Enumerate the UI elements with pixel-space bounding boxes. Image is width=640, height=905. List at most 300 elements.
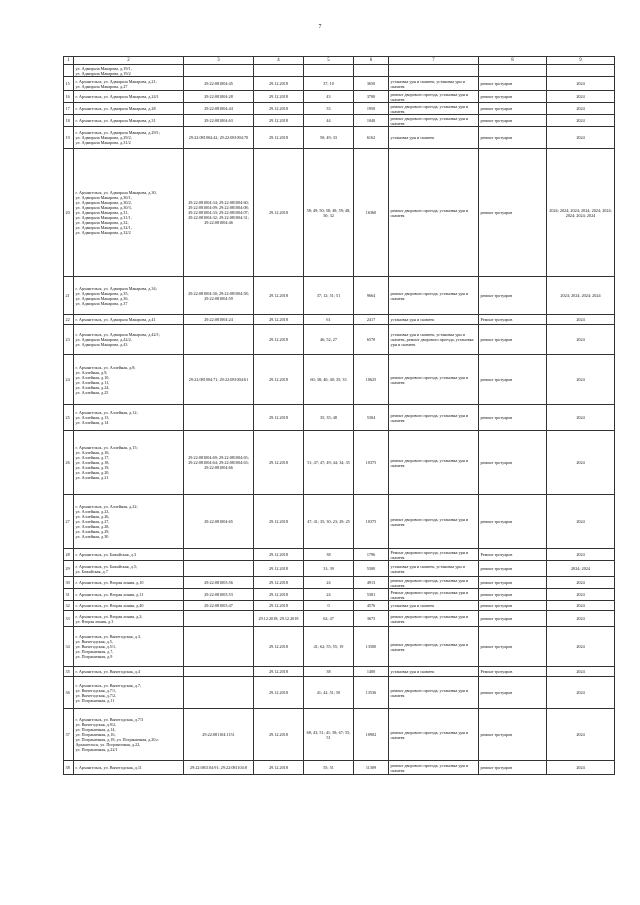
type-cell: ремонт тротуаров xyxy=(479,149,547,277)
type-cell xyxy=(479,65,547,77)
area-cell: 13500 xyxy=(354,627,389,667)
rooms-cell xyxy=(304,65,354,77)
address-main: г. Архангельск, ул. Вычегодская, д.4 xyxy=(75,669,140,674)
row-number: 30 xyxy=(64,577,74,589)
row-number: 15 xyxy=(64,77,74,91)
date-cell: 29.12.2018; 29.12.2018 xyxy=(254,611,304,627)
address-line: ул. Аллейная, д.11, xyxy=(75,379,110,385)
page-number: 7 xyxy=(318,24,322,30)
address-line: ул. Аллейная, д.25 xyxy=(75,389,109,395)
work-cell: ремонт дворового проезда, установка урн и скамеек xyxy=(389,91,479,103)
address-cell xyxy=(74,91,184,103)
table-row xyxy=(64,431,615,495)
address-cell xyxy=(74,103,184,115)
type-cell: ремонт тротуаров xyxy=(479,589,547,601)
cadastral-cell xyxy=(184,611,254,627)
address-cell xyxy=(74,709,184,761)
type-cell: Ремонт тротуаров xyxy=(479,549,547,561)
address-line: ул. Аллейная, д.27, xyxy=(75,519,110,524)
date-cell: 29.12.2018 xyxy=(254,561,304,577)
date-cell: 29.12.2018 xyxy=(254,577,304,589)
address-line: ул. Адмирала Макарова, д.32, xyxy=(75,220,129,225)
header-cell: 9 xyxy=(547,57,615,65)
date-cell: 29.12.2018 xyxy=(254,549,304,561)
year-cell xyxy=(547,65,615,77)
cadastral-cell: 29:22:081004:30; 29:22:081004:58; 29:22:081004:59 xyxy=(184,277,254,315)
address-line: ул. Аллейная, д.18, xyxy=(75,460,110,465)
address-line: ул. Аллейная, д.21 xyxy=(75,475,109,480)
area-cell: 9664 xyxy=(354,277,389,315)
table-row xyxy=(64,709,615,761)
address-line: ул. Адмирала Макарова, д.19/1, xyxy=(75,65,132,71)
area-cell: 16360 xyxy=(354,149,389,277)
address-line: ул. Аллейная, д.26, xyxy=(75,514,110,519)
area-cell: 10625 xyxy=(354,355,389,405)
address-cell xyxy=(74,65,184,77)
address-cell xyxy=(74,315,184,325)
address-main: г. Архангельск, ул. Аллейная, д.22; xyxy=(75,504,138,509)
address-main: г. Архангельск, ул. Вторая линия, д.2; xyxy=(75,613,143,619)
address-line: ул. Пограничная, д.16, xyxy=(75,732,116,737)
area-cell: 1040 xyxy=(354,115,389,127)
year-cell: 2024 xyxy=(547,91,615,103)
work-cell: установка урн и скамеек, установка урн и скамеек xyxy=(389,77,479,91)
type-cell: Ремонт тротуаров xyxy=(479,667,547,677)
table-row xyxy=(64,149,615,277)
area-cell: 5304 xyxy=(354,405,389,431)
address-line: ул. Адмирала Макарова, д.37 xyxy=(75,300,128,306)
table-row xyxy=(64,91,615,103)
rooms-cell: 31; 39 xyxy=(304,561,354,577)
area-cell: 13536 xyxy=(354,677,389,709)
year-cell: 2024; 2024 xyxy=(547,561,615,577)
row-number: 28 xyxy=(64,549,74,561)
table-row xyxy=(64,627,615,667)
year-cell: 2024 xyxy=(547,589,615,601)
row-number: 22 xyxy=(64,315,74,325)
address-main: г. Архангельск, ул. Вычегодская, д.11 xyxy=(75,765,142,770)
table-row xyxy=(64,315,615,325)
type-cell: ремонт тротуаров xyxy=(479,115,547,127)
year-cell: 2024 xyxy=(547,709,615,761)
address-cell xyxy=(74,561,184,577)
rooms-cell: 51; 47; 47; 49; 44; 34; 35 xyxy=(304,431,354,495)
work-cell: ремонт дворового проезда, установка урн и скамеек xyxy=(389,611,479,627)
address-cell xyxy=(74,277,184,315)
work-cell: установка урн и скамеек xyxy=(389,601,479,611)
address-line: ул. Аллейная, д.9, xyxy=(75,369,108,375)
address-line: ул. Адмирала Макарова, д.35, xyxy=(75,290,129,296)
address-line: ул. Пограничная, д.11 xyxy=(75,697,115,703)
address-cell xyxy=(74,761,184,775)
address-line: ул. Вычегодская, д.7/1, xyxy=(75,687,117,693)
address-main: г. Архангельск, ул. Аллейная, д.8; xyxy=(75,364,136,370)
address-main: г. Архангельск, ул. Адмирала Макарова, д.42/1; xyxy=(75,332,160,337)
year-cell: 2024 xyxy=(547,577,615,589)
address-line: ул. Вычегодская, д.5/1, xyxy=(75,644,117,649)
work-cell: ремонт дворового проезда, установка урн и скамеек xyxy=(389,355,479,405)
address-line: ул. Адмирала Макарова, д.19/2 xyxy=(75,70,131,76)
address-line: ул. Адмирала Макарова, д.32/2 xyxy=(75,230,131,235)
address-cell xyxy=(74,601,184,611)
rooms-cell: 41; 42; 51; 50 xyxy=(304,677,354,709)
type-cell: ремонт тротуаров xyxy=(479,677,547,709)
rooms-cell: 58; 49; 50; 58; 48; 59; 48; 50; 32 xyxy=(304,149,354,277)
rooms-cell: 24 xyxy=(304,589,354,601)
area-cell: 10902 xyxy=(354,709,389,761)
table-row xyxy=(64,611,615,627)
rooms-cell: 0 xyxy=(304,601,354,611)
address-main: г. Архангельск, ул. Вычегодская, д.3, xyxy=(75,634,142,639)
type-cell: ремонт тротуаров xyxy=(479,611,547,627)
date-cell: 29.12.2018 xyxy=(254,149,304,277)
table-row xyxy=(64,277,615,315)
date-cell: 29.12.2018 xyxy=(254,355,304,405)
cadastral-cell: 29:22:081004:65 xyxy=(184,495,254,549)
address-line: ул. Пограничная, д.22/1 xyxy=(75,747,118,752)
work-cell: ремонт дворового проезда, установка урн и скамеек xyxy=(389,677,479,709)
address-line: ул. Адмирала Макарова, д.30/2, xyxy=(75,200,132,205)
work-cell: ремонт дворового проезда, установка урн и скамеек xyxy=(389,761,479,775)
address-line: ул. Аллейная, д.29, xyxy=(75,529,110,534)
table-row xyxy=(64,589,615,601)
year-cell: 2024 xyxy=(547,315,615,325)
work-cell: ремонт дворового проезда, установка урн и скамеек xyxy=(389,495,479,549)
cadastral-cell xyxy=(184,549,254,561)
table-row xyxy=(64,325,615,355)
work-cell: Ремонт дворового проезда, установка урн и скамеек xyxy=(389,589,479,601)
address-main: г. Архангельск, ул. Адмирала Макарова, д.29/1; xyxy=(75,130,160,135)
cadastral-cell: 29:22:081004:34; 29:22:081004:60; 29:22:081004:09; 29:22:081004:08; 29:22:081004:33; 29:22:081004:07; 29:22:081004:32; 29:22:081004:31; 29:22:081004:46 xyxy=(184,149,254,277)
row-number: 27 xyxy=(64,495,74,549)
date-cell: 29.12.2018 xyxy=(254,405,304,431)
date-cell: 29.12.2018 xyxy=(254,709,304,761)
year-cell: 2024 xyxy=(547,601,615,611)
address-line: ул. Аллейная, д.24, xyxy=(75,384,110,390)
table-row xyxy=(64,577,615,589)
cadastral-cell: 29:22:081004:69; 29:22:081004:65; 29:22:081004:64; 29:22:081004:63; 29:22:081004:66 xyxy=(184,431,254,495)
address-line: ул. Аллейная, д.23, xyxy=(75,509,110,514)
row-number: 37 xyxy=(64,709,74,761)
address-main: г. Архангельск, ул. Адмирала Макарова, д.34; xyxy=(75,285,157,291)
date-cell: 29.12.2018 xyxy=(254,667,304,677)
table-row xyxy=(64,103,615,115)
address-cell xyxy=(74,77,184,91)
work-cell: установка урн и скамеек xyxy=(389,667,479,677)
date-cell xyxy=(254,65,304,77)
cadastral-cell xyxy=(184,667,254,677)
row-number: 21 xyxy=(64,277,74,315)
area-cell: 5300 xyxy=(354,561,389,577)
cadastral-cell: 29:22:081003:56 xyxy=(184,577,254,589)
address-line: ул. Адмирала Макарова, д.43 xyxy=(75,342,128,347)
rooms-cell: 46; 52; 27 xyxy=(304,325,354,355)
address-line: ул. Адмирала Макарова, д.31/1, xyxy=(75,215,132,220)
year-cell: 2024 xyxy=(547,761,615,775)
address-line: ул. Адмирала Макарова, д.27 xyxy=(75,83,128,89)
address-line: ул. Адмирала Макарова, д.31/2 xyxy=(75,140,131,145)
row-number: 36 xyxy=(64,677,74,709)
address-line: ул. Адмирала Макарова, д.42/2, xyxy=(75,337,132,342)
cadastral-cell xyxy=(184,561,254,577)
address-line: ул. Аллейная, д.13, xyxy=(75,415,110,420)
area-cell: 1400 xyxy=(354,667,389,677)
table-header-row xyxy=(64,57,615,65)
date-cell: 29.12.2018 xyxy=(254,601,304,611)
area-cell: 10375 xyxy=(354,495,389,549)
date-cell: 29.12.2018 xyxy=(254,325,304,355)
table-row xyxy=(64,667,615,677)
rooms-cell: 37; 10 xyxy=(304,77,354,91)
cadastral-cell: 29:22:081003:47 xyxy=(184,601,254,611)
address-main: г. Архангельск, ул. Аллейная, д.15; xyxy=(75,445,138,450)
address-line: ул. Вторая линия, д.3 xyxy=(75,618,114,624)
address-cell xyxy=(74,549,184,561)
date-cell: 29.12.2018 xyxy=(254,277,304,315)
cadastral-cell xyxy=(184,65,254,77)
address-main: г. Архангельск, ул. Адмирала Макарова, д.28 xyxy=(75,106,156,111)
rooms-cell: 33 xyxy=(304,103,354,115)
type-cell: ремонт тротуаров xyxy=(479,277,547,315)
row-number: 29 xyxy=(64,561,74,577)
area-cell: 3675 xyxy=(354,611,389,627)
year-cell: 2024 xyxy=(547,495,615,549)
address-line: ул. Адмирала Макарова, д.36, xyxy=(75,295,129,301)
rooms-cell: 38 xyxy=(304,667,354,677)
type-cell: ремонт тротуаров xyxy=(479,325,547,355)
work-cell: ремонт дворового проезда, установка урн и скамеек xyxy=(389,627,479,667)
cadastral-cell: 29:22:081004:28 xyxy=(184,91,254,103)
rooms-cell: 47; 41; 35; 30; 23; 29; 25 xyxy=(304,495,354,549)
date-cell: 29.12.2018 xyxy=(254,115,304,127)
year-cell: 2024 xyxy=(547,677,615,709)
year-cell: 2024; 2024; 2024; 2024 xyxy=(547,277,615,315)
cadastral-cell xyxy=(184,405,254,431)
date-cell: 29.12.2018 xyxy=(254,677,304,709)
year-cell: 2024 xyxy=(547,115,615,127)
type-cell: ремонт тротуаров xyxy=(479,405,547,431)
address-main: г. Архангельск, ул. Адмирала Макарова, д.41 xyxy=(75,317,156,322)
address-cell xyxy=(74,589,184,601)
rooms-cell: 60; 38; 40; 40; 35; 33 xyxy=(304,355,354,405)
cadastral-cell: 29:22:081004:44 xyxy=(184,103,254,115)
table-row xyxy=(64,761,615,775)
address-line: ул. Пограничная, д.18, ул. Пограничная, д.20,г. Архангельск, ул. Пограничная, д.22, xyxy=(75,737,159,747)
address-cell xyxy=(74,577,184,589)
area-cell: 10375 xyxy=(354,431,389,495)
address-line: ул. Адмирала Макарова, д.30/1, xyxy=(75,195,132,200)
address-cell xyxy=(74,355,184,405)
type-cell: ремонт тротуаров xyxy=(479,91,547,103)
header-cell: 5 xyxy=(304,57,354,65)
cadastral-cell: 29:22:081004:63 xyxy=(184,115,254,127)
area-cell: 11309 xyxy=(354,761,389,775)
table-row xyxy=(64,601,615,611)
table-row xyxy=(64,65,615,77)
area-cell: 3650 xyxy=(354,77,389,91)
header-cell: 7 xyxy=(389,57,479,65)
address-line: ул. Пограничная, д.14, xyxy=(75,727,116,732)
type-cell: ремонт тротуаров xyxy=(479,709,547,761)
row-number: 17 xyxy=(64,103,74,115)
address-cell xyxy=(74,431,184,495)
year-cell: 2024 xyxy=(547,611,615,627)
cadastral-cell xyxy=(184,677,254,709)
cadastral-cell xyxy=(184,325,254,355)
address-line: ул. Адмирала Макарова, д.32/1, xyxy=(75,225,132,230)
year-cell: 2024 xyxy=(547,667,615,677)
header-cell: 2 xyxy=(74,57,184,65)
rooms-cell: 50; 49; 33 xyxy=(304,127,354,149)
cadastral-cell: 29:22:081004:42; 29:22:081004:70 xyxy=(184,127,254,149)
row-number: 35 xyxy=(64,667,74,677)
row-number: 26 xyxy=(64,431,74,495)
type-cell: ремонт тротуаров xyxy=(479,601,547,611)
address-main: г. Архангельск, ул. Вторая линия, д.11 xyxy=(75,592,144,597)
address-line: ул. Аллейная, д.10, xyxy=(75,374,110,380)
date-cell: 29.12.2018 xyxy=(254,627,304,667)
table-row xyxy=(64,405,615,431)
table-row xyxy=(64,127,615,149)
rooms-cell: 24 xyxy=(304,577,354,589)
work-cell: ремонт дворового проезда, установка урн и скамеек xyxy=(389,431,479,495)
address-line: ул. Вычегодская, д.5, xyxy=(75,639,113,644)
address-cell xyxy=(74,495,184,549)
date-cell: 29.12.2018 xyxy=(254,127,304,149)
year-cell: 2024 xyxy=(547,549,615,561)
year-cell: 2024 xyxy=(547,325,615,355)
cadastral-cell: 29:22:081004:24 xyxy=(184,315,254,325)
address-main: г. Архангельск, ул. Бажайская, д.5; xyxy=(75,563,138,569)
date-cell: 29.12.2018 xyxy=(254,315,304,325)
type-cell: ремонт тротуаров xyxy=(479,495,547,549)
area-cell xyxy=(354,65,389,77)
table-row xyxy=(64,561,615,577)
work-cell: ремонт дворового проезда, установка урн и скамеек xyxy=(389,577,479,589)
area-cell: 6162 xyxy=(354,127,389,149)
address-cell xyxy=(74,667,184,677)
work-cell: установка урн и скамеек xyxy=(389,127,479,149)
rooms-cell: 43 xyxy=(304,91,354,103)
work-cell: ремонт дворового проезда, установка урн и скамеек xyxy=(389,405,479,431)
address-main: г. Архангельск, ул. Адмирала Макарова, д.21; xyxy=(75,78,157,84)
address-line: ул. Адмирала Макарова, д.29/2, xyxy=(75,135,132,140)
type-cell: ремонт тротуаров xyxy=(479,761,547,775)
work-cell: Ремонт дворового проезда, установка урн и скамеек xyxy=(389,549,479,561)
row-number: 38 xyxy=(64,761,74,775)
type-cell: ремонт тротуаров xyxy=(479,431,547,495)
rooms-cell: 68; 43; 51; 41; 58; 67; 55; 51 xyxy=(304,709,354,761)
work-cell: ремонт дворового проезда, установка урн и скамеек xyxy=(389,115,479,127)
address-cell xyxy=(74,627,184,667)
work-cell xyxy=(389,65,479,77)
address-cell xyxy=(74,149,184,277)
address-line: ул. Адмирала Макарова, д.31, xyxy=(75,210,129,215)
date-cell: 29.12.2018 xyxy=(254,431,304,495)
year-cell: 2024 xyxy=(547,431,615,495)
address-main: г. Архангельск, ул. Аллейная, д.12; xyxy=(75,410,138,415)
area-cell: 5381 xyxy=(354,589,389,601)
cadastral-cell: 29:22:081003:53 xyxy=(184,589,254,601)
address-line: ул. Вычегодская, д.7/2, xyxy=(75,692,117,698)
row-number: 33 xyxy=(64,611,74,627)
cadastral-cell xyxy=(184,627,254,667)
address-line: ул. Бажайская, д.7 xyxy=(75,568,108,574)
row-number: 18 xyxy=(64,115,74,127)
area-cell: 1796 xyxy=(354,549,389,561)
work-cell: установка урн и скамеек xyxy=(389,315,479,325)
row-number: 31 xyxy=(64,589,74,601)
year-cell: 2024 xyxy=(547,627,615,667)
address-main: г. Архангельск, ул. Вычегодская, д.7; xyxy=(75,682,142,688)
address-main: г. Архангельск, ул. Бажайская, д.3 xyxy=(75,552,136,557)
address-line: ул. Пограничная, д.9 xyxy=(75,654,113,659)
address-main: г. Архангельск, ул. Вторая линия, д.10 xyxy=(75,580,144,585)
type-cell: ремонт тротуаров xyxy=(479,627,547,667)
address-cell xyxy=(74,405,184,431)
rooms-cell: 35; 35; 48 xyxy=(304,405,354,431)
row-number: 24 xyxy=(64,355,74,405)
table-row xyxy=(64,115,615,127)
rooms-cell: 62; 47 xyxy=(304,611,354,627)
date-cell: 29.12.2018 xyxy=(254,103,304,115)
type-cell: ремонт тротуаров xyxy=(479,77,547,91)
rooms-cell: 41; 62; 55; 55; 19 xyxy=(304,627,354,667)
header-cell: 4 xyxy=(254,57,304,65)
register-table xyxy=(63,56,615,775)
date-cell: 29.12.2018 xyxy=(254,91,304,103)
address-line: ул. Аллейная, д.30 xyxy=(75,534,109,539)
work-cell: установка урн и скамеек, установка урн и скамеек, ремонт дворового проезда, установка урн и скамеек xyxy=(389,325,479,355)
work-cell: ремонт дворового проезда, установка урн и скамеек xyxy=(389,103,479,115)
address-main: г. Архангельск, ул. Адмирала Макарова, д.24/1 xyxy=(75,94,159,99)
work-cell: установка урн и скамеек, установка урн и скамеек xyxy=(389,561,479,577)
rooms-cell: 37; 12; 51; 51 xyxy=(304,277,354,315)
area-cell: 2417 xyxy=(354,315,389,325)
work-cell: ремонт дворового проезда, установка урн и скамеек xyxy=(389,709,479,761)
address-cell xyxy=(74,611,184,627)
table-row xyxy=(64,495,615,549)
rooms-cell: 55; 51 xyxy=(304,761,354,775)
address-main: г. Архангельск, ул. Вторая линия, д.40 xyxy=(75,603,144,608)
rooms-cell: 61 xyxy=(304,315,354,325)
row-number: 20 xyxy=(64,149,74,277)
rooms-cell: 38 xyxy=(304,549,354,561)
address-line: ул. Адмирала Макарова, д.30/3, xyxy=(75,205,132,210)
row-number: 25 xyxy=(64,405,74,431)
address-line: ул. Аллейная, д.20, xyxy=(75,470,110,475)
type-cell: ремонт тротуаров xyxy=(479,561,547,577)
address-main: г. Архангельск, ул. Вычегодская, д.7/3 xyxy=(75,717,144,722)
date-cell: 29.12.2018 xyxy=(254,77,304,91)
header-cell: 8 xyxy=(479,57,547,65)
address-line: ул. Аллейная, д.17, xyxy=(75,455,110,460)
year-cell: 2024 xyxy=(547,127,615,149)
year-cell: 2024 xyxy=(547,77,615,91)
address-line: ул. Аллейная, д.28, xyxy=(75,524,110,529)
year-cell: 2024 xyxy=(547,103,615,115)
address-line: ул. Аллейная, д.16, xyxy=(75,450,110,455)
table-row xyxy=(64,677,615,709)
address-cell xyxy=(74,115,184,127)
header-cell: 6 xyxy=(354,57,389,65)
date-cell: 29.12.2018 xyxy=(254,761,304,775)
year-cell: 2024; 2024; 2024; 2024; 2024; 2024; 2024; 2024; 2024 xyxy=(547,149,615,277)
row-number xyxy=(64,65,74,77)
address-line: ул. Аллейная, д.19, xyxy=(75,465,110,470)
type-cell: ремонт тротуаров xyxy=(479,103,547,115)
table-row xyxy=(64,355,615,405)
